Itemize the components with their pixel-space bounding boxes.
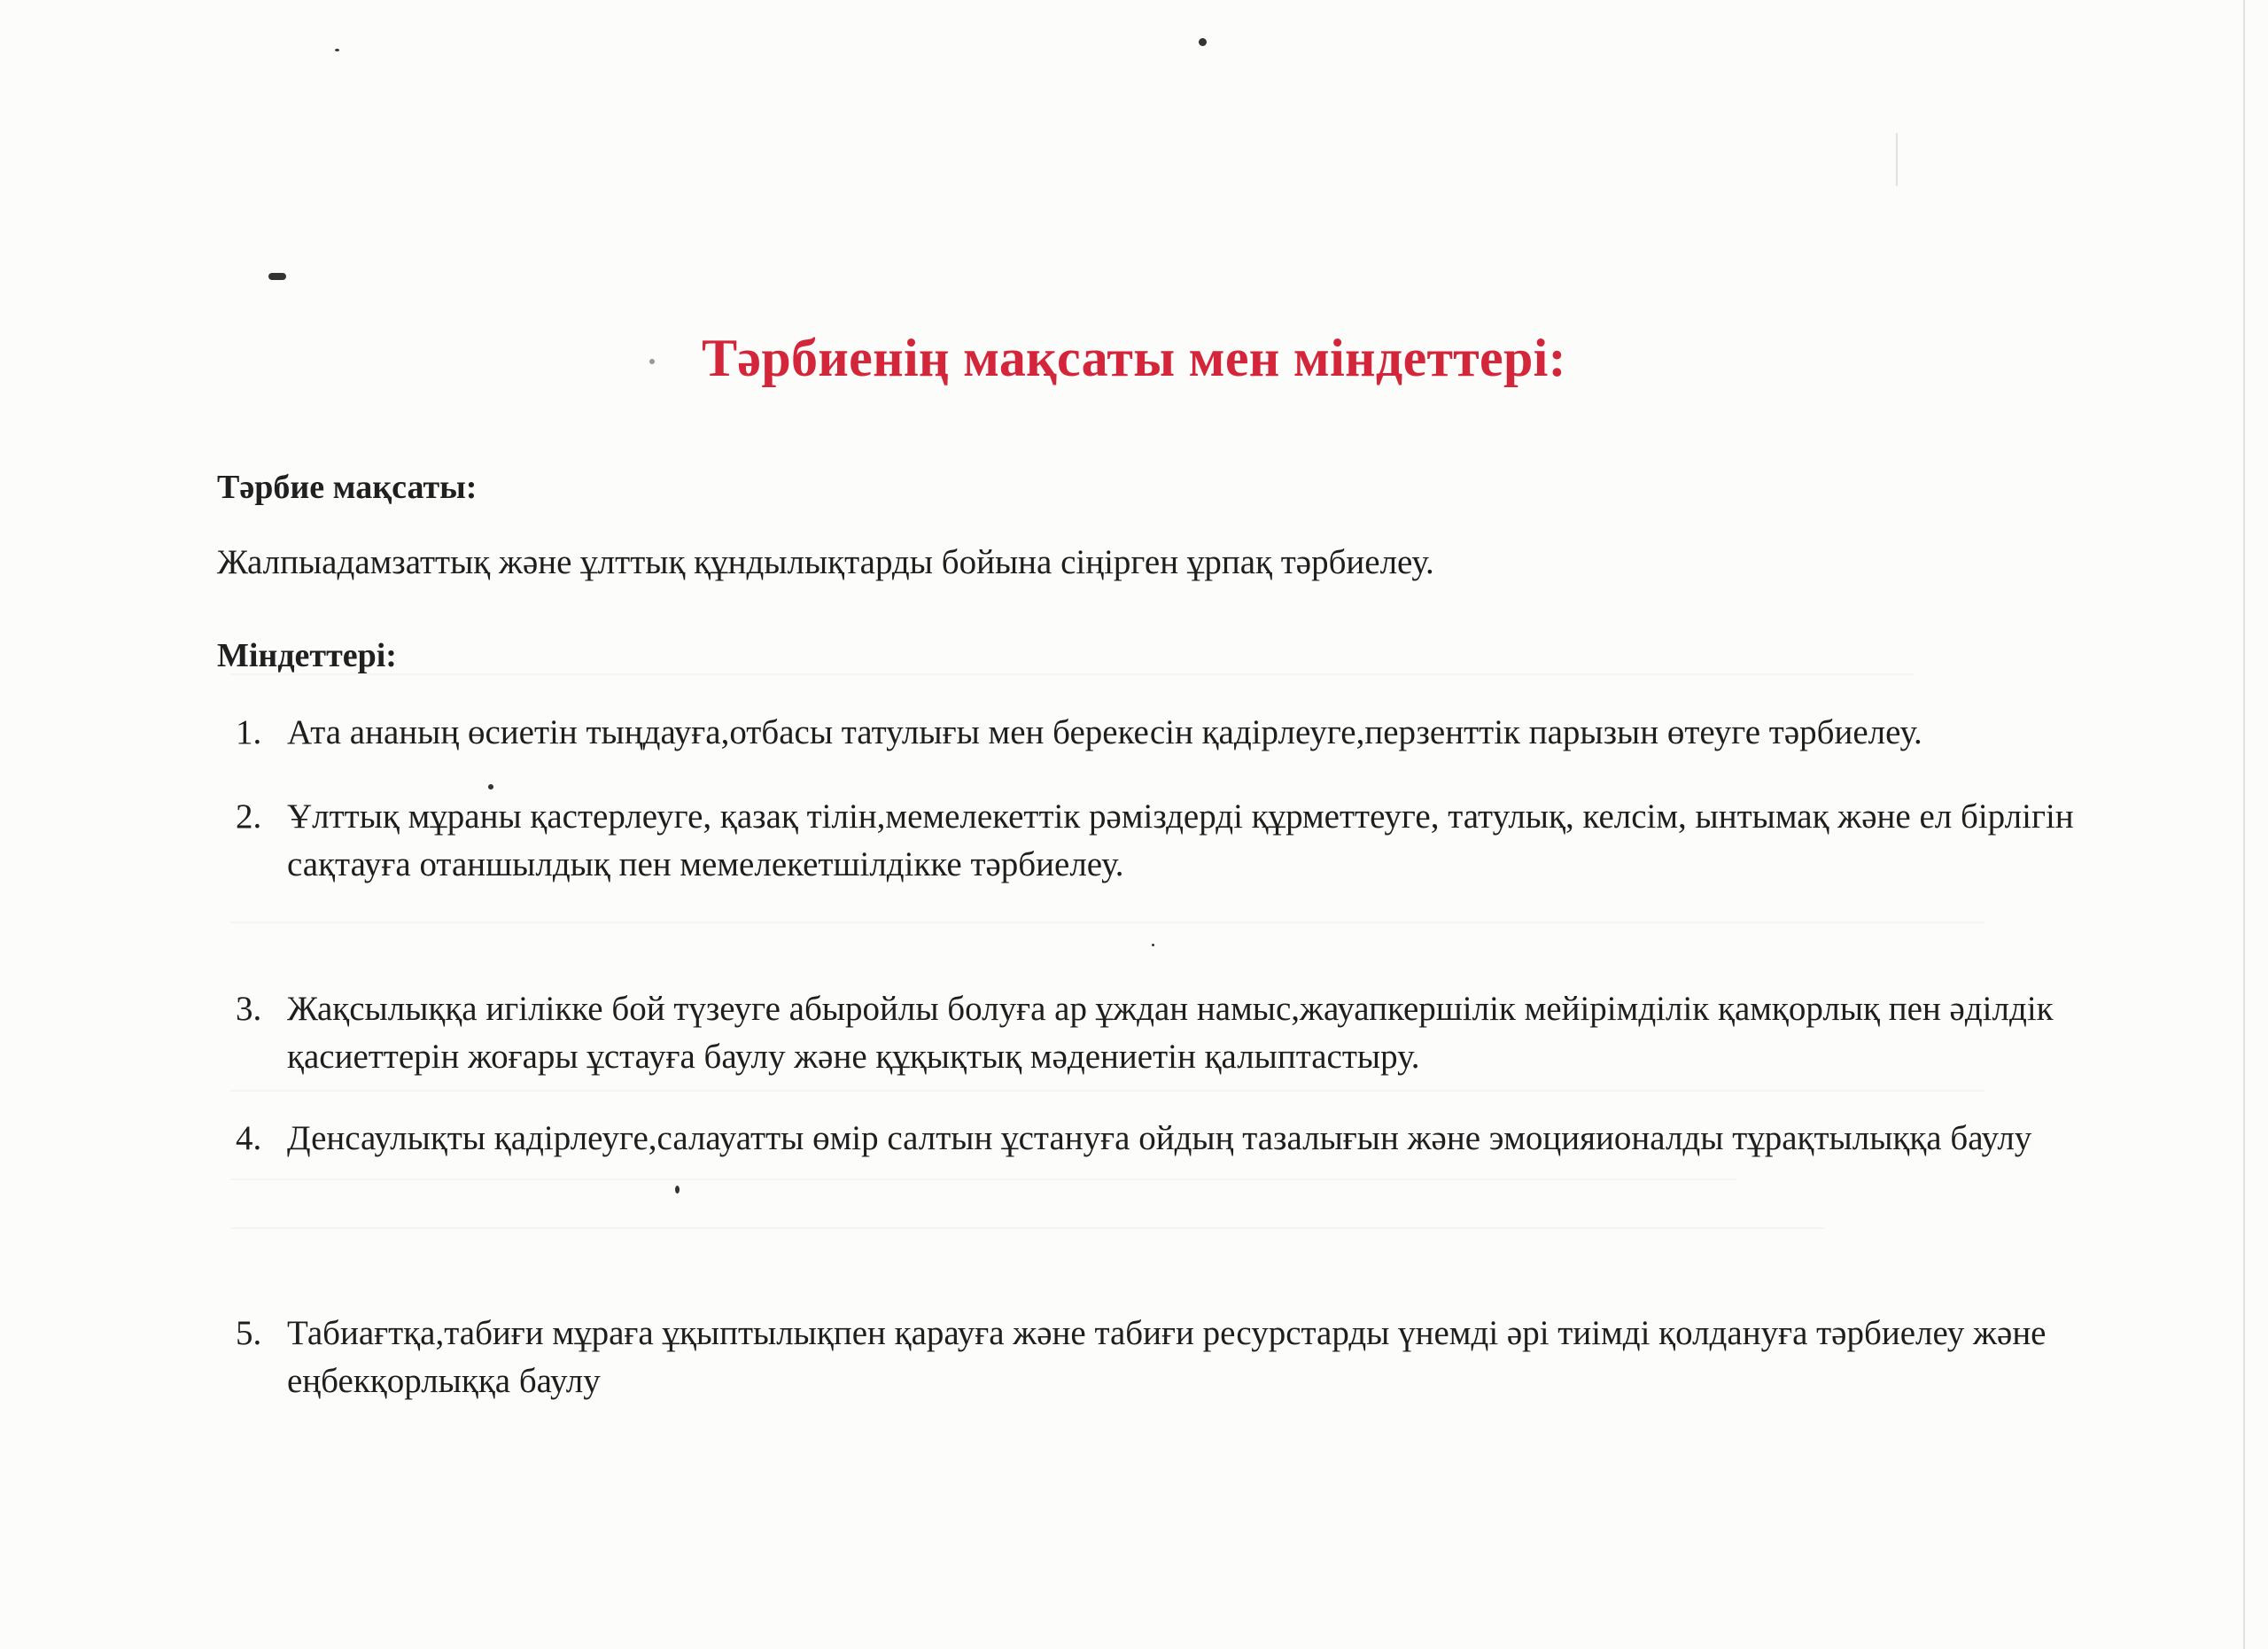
show-through-line — [230, 1090, 1984, 1092]
task-text: Жақсылыққа игілікке бой түзеуге абыройлы болуға ар ұждан намыс,жауапкершілік мейірімділік қамқорлық пен әділдік қасиеттерін жоғары ұстауға баулу және құқықтық мәдениетін қалыптастыру. — [287, 990, 2054, 1076]
scan-speck — [335, 49, 339, 51]
task-text: Денсаулықты қадірлеуге,салауатты өмір салтын ұстануға ойдың тазалығын және эмоцияионалды тұрақтылыққа баулу — [287, 1119, 2032, 1157]
goal-heading: Тәрбие мақсаты: — [217, 469, 478, 506]
page-title: Тәрбиенің мақсаты мен міндеттері: — [702, 329, 1566, 387]
scan-speck — [1199, 38, 1207, 46]
task-number: 4. — [236, 1119, 262, 1157]
task-text: Ата ананың өсиетін тыңдауға,отбасы татулығы мен берекесін қадірлеуге,перзенттік парызын өтеуге тәрбиелеу. — [287, 713, 1922, 751]
show-through-line — [230, 922, 1984, 923]
scan-speck — [488, 784, 493, 789]
goal-text: Жалпыадамзаттық және ұлттық құндылықтарды бойына сіңірген ұрпақ тәрбиелеу. — [217, 543, 1434, 581]
task-number: 3. — [236, 990, 262, 1028]
scan-edge-line — [2243, 0, 2245, 1649]
task-item — [236, 709, 2078, 757]
task-text: Ұлттық мұраны қастерлеуге, қазақ тілін,мемелекеттік рәміздерді құрметтеуге, татулық, келсім, ынтымақ және ел бірлігін сақтауға отаншылдық пен мемелекетшілдікке тәрбиелеу. — [287, 797, 2074, 883]
scan-edge-line — [1896, 133, 1898, 186]
scan-speck — [675, 1186, 680, 1194]
task-number: 2. — [236, 797, 262, 836]
show-through-line — [230, 1227, 1825, 1229]
scan-speck — [268, 273, 286, 280]
tasks-heading: Міндеттері: — [217, 637, 397, 674]
task-number: 1. — [236, 713, 262, 751]
task-text: Табиағтқа,табиғи мұраға ұқыптылықпен қарауға және табиғи ресурстарды үнемді әрі тиімді қолдануға тәрбиелеу және еңбекқорлыққа баулу — [287, 1314, 2047, 1400]
task-number: 5. — [236, 1314, 262, 1352]
task-item — [236, 985, 2078, 1081]
show-through-line — [230, 673, 1914, 675]
show-through-line — [230, 1178, 1736, 1180]
scan-speck — [1152, 944, 1154, 946]
task-item — [236, 1115, 2078, 1163]
task-item — [236, 1310, 2078, 1405]
task-item — [236, 793, 2078, 889]
